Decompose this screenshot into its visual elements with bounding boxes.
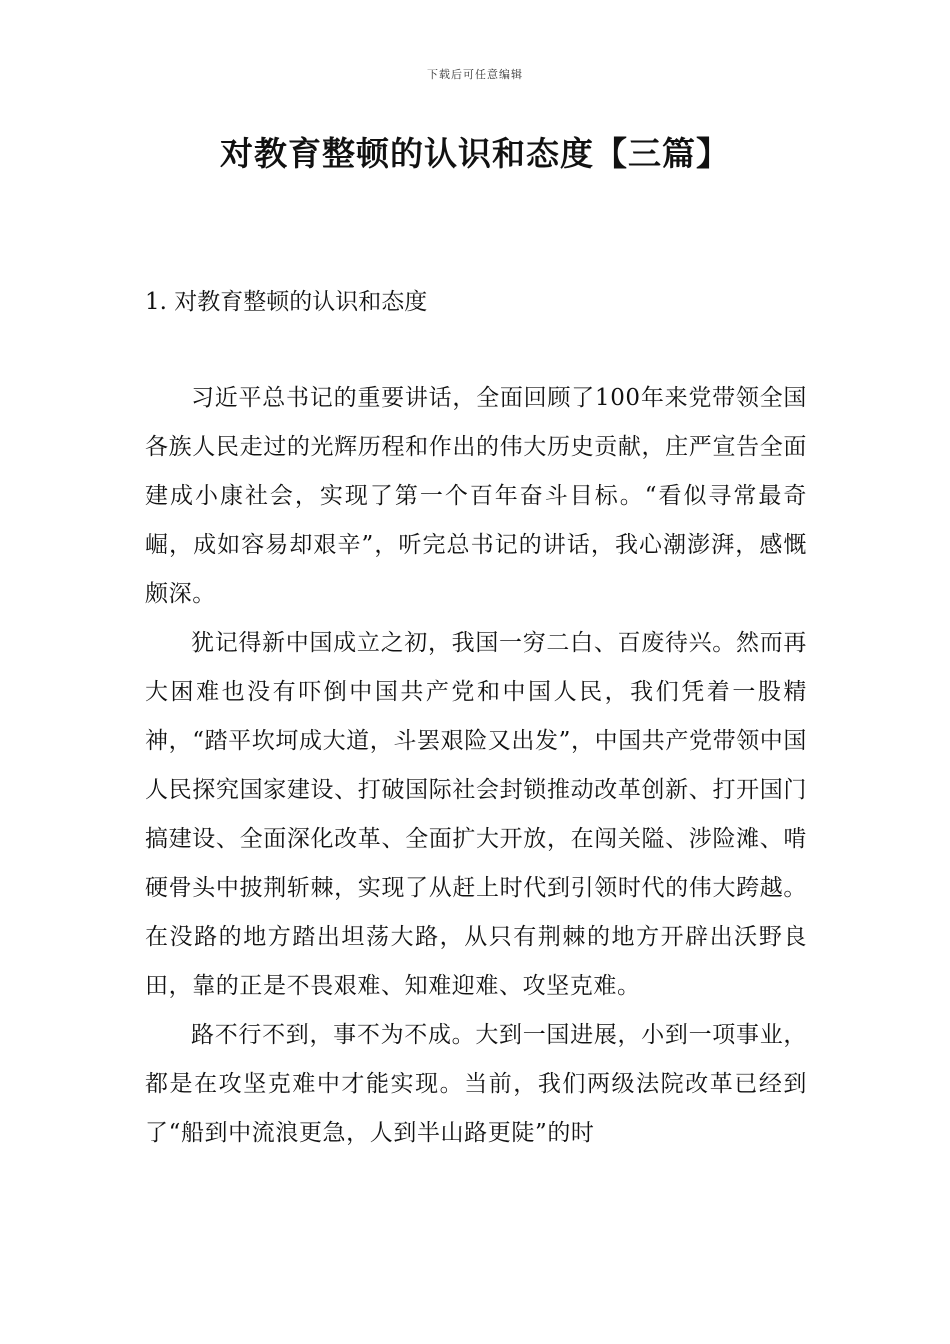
paragraph: 路不行不到，事不为不成。大到一国进展，小到一项事业，都是在攻坚克难中才能实现。当前，我们两级法院改革已经到了“船到中流浪更急，人到半山路更陡”的时 xyxy=(145,1022,807,1146)
body-text xyxy=(145,374,807,1158)
section-heading: 1. 对教育整顿的认识和态度 xyxy=(145,289,428,315)
paragraph: 习近平总书记的重要讲话，全面回顾了100年来党带领全国各族人民走过的光辉历程和作出的伟大历史贡献，庄严宣告全面建成小康社会，实现了第一个百年奋斗目标。“看似寻常最奇崛，成如容易却艰辛”，听完总书记的讲话，我心潮澎湃，感慨颇深。 xyxy=(145,385,807,607)
header-note: 下载后可任意编辑 xyxy=(427,68,523,81)
document-title: 对教育整顿的认识和态度【三篇】 xyxy=(220,134,730,173)
paragraph: 犹记得新中国成立之初，我国一穷二白、百废待兴。然而再大困难也没有吓倒中国共产党和中国人民，我们凭着一股精神，“踏平坎坷成大道，斗罢艰险又出发”，中国共产党带领中国人民探究国家建设、打破国际社会封锁推动改革创新、打开国门搞建设、全面深化改革、全面扩大开放，在闯关隘、涉险滩、啃硬骨头中披荆斩棘，实现了从赶上时代到引领时代的伟大跨越。在没路的地方踏出坦荡大路，从只有荆棘的地方开辟出沃野良田，靠的正是不畏艰难、知难迎难、攻坚克难。 xyxy=(145,630,807,999)
